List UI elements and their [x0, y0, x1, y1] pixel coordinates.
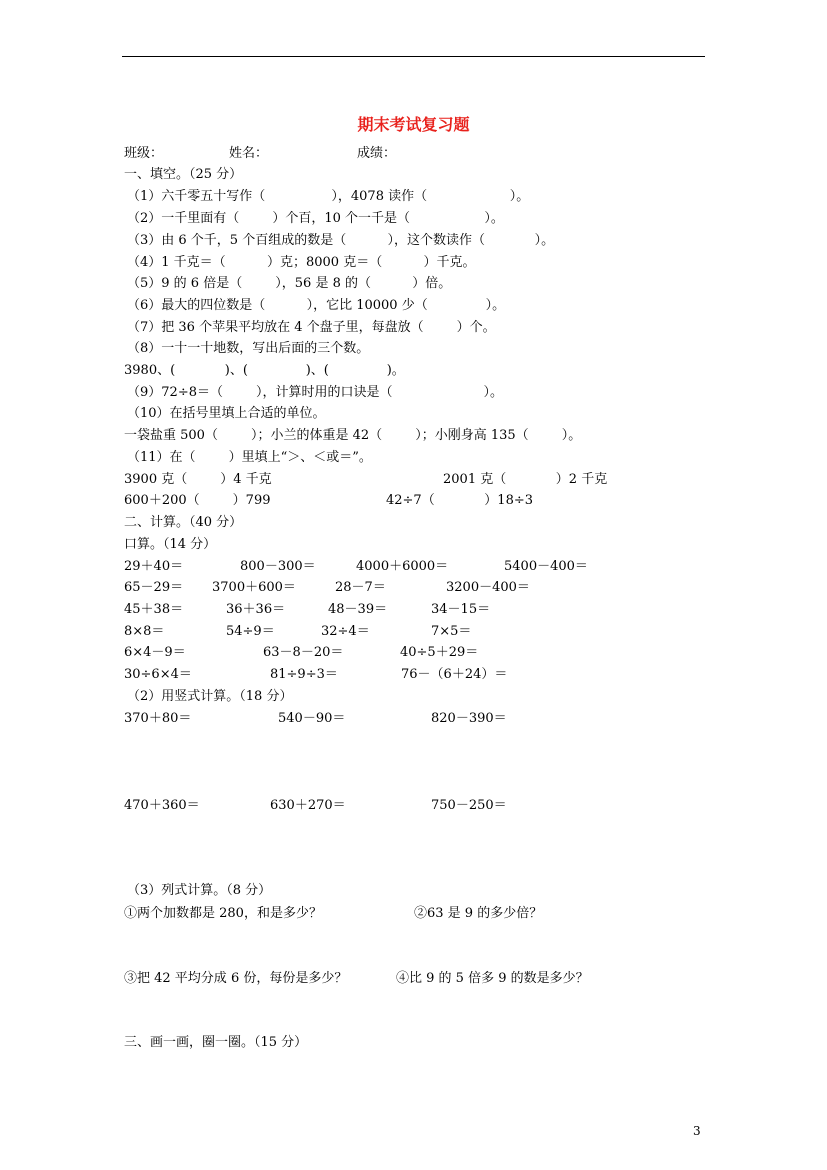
oral-item: 54÷9＝	[226, 624, 275, 639]
question-10: （10）在括号里填上合适的单位。	[127, 406, 326, 421]
name-label: 姓名：	[229, 146, 269, 161]
question-3: （3）由 6 个千，5 个百组成的数是（ ），这个数读作（ ）。	[127, 233, 555, 248]
oral-item: 800－300＝	[240, 559, 316, 574]
oral-item: 30÷6×4＝	[124, 667, 192, 682]
compare-1: 3900 克（ ）4 千克	[124, 472, 272, 487]
page-title: 期末考试复习题	[357, 115, 470, 134]
word-problem-2: ②63 是 9 的多少倍？	[414, 906, 543, 921]
page-number: 3	[693, 1124, 701, 1138]
oral-item: 32÷4＝	[321, 624, 370, 639]
question-11: （11）在（ ）里填上“＞、＜或＝”。	[127, 450, 372, 465]
oral-item: 76－（6＋24）＝	[401, 667, 508, 682]
oral-item: 8×8＝	[124, 624, 165, 639]
oral-item: 40÷5＋29＝	[400, 645, 479, 660]
oral-item: 81÷9÷3＝	[270, 667, 338, 682]
oral-item: 28－7＝	[335, 580, 386, 595]
word-problem-4: ④比 9 的 5 倍多 9 的数是多少？	[396, 971, 589, 986]
oral-item: 63－8－20＝	[263, 645, 344, 660]
oral-item: 65－29＝	[124, 580, 184, 595]
oral-item: 45＋38＝	[124, 602, 184, 617]
question-5: （5）9 的 6 倍是（ ），56 是 8 的（ ）倍。	[127, 276, 452, 291]
oral-item: 4000＋6000＝	[356, 559, 449, 574]
header-rule	[122, 56, 705, 57]
class-label: 班级：	[124, 146, 164, 161]
vertical-item: 370＋80＝	[124, 711, 192, 726]
section1-heading: 一、填空。（25 分）	[124, 167, 243, 182]
section3-heading: 三、画一画，圈一圈。（15 分）	[124, 1035, 308, 1050]
vertical-item: 750－250＝	[431, 798, 507, 813]
oral-item: 29＋40＝	[124, 559, 184, 574]
question-7: （7）把 36 个苹果平均放在 4 个盘子里，每盘放（ ）个。	[127, 320, 496, 335]
word-problem-1: ①两个加数都是 280，和是多少？	[124, 906, 322, 921]
vertical-item: 470＋360＝	[124, 798, 200, 813]
section2-heading: 二、计算。（40 分）	[124, 515, 243, 530]
vertical-item: 540－90＝	[278, 711, 346, 726]
compare-4: 42÷7（ ）18÷3	[386, 493, 533, 508]
question-1: （1）六千零五十写作（ ），4078 读作（ ）。	[127, 189, 530, 204]
vertical-item: 820－390＝	[431, 711, 507, 726]
oral-item: 3200－400＝	[446, 580, 530, 595]
vertical-heading: （2）用竖式计算。（18 分）	[127, 689, 293, 704]
oral-heading: 口算。（14 分）	[124, 537, 217, 552]
oral-item: 5400－400＝	[504, 559, 588, 574]
question-2: （2）一千里面有（ ）个百，10 个一千是（ ）。	[127, 211, 504, 226]
question-4: （4）1 千克＝（ ）克；8000 克＝（ ）千克。	[127, 255, 476, 270]
question-6: （6）最大的四位数是（ ），它比 10000 少（ ）。	[127, 298, 506, 313]
compare-2: 2001 克（ ）2 千克	[443, 472, 608, 487]
oral-item: 3700＋600＝	[212, 580, 296, 595]
question-10-items: 一袋盐重 500（ ）；小兰的体重是 42（ ）；小刚身高 135（ ）。	[124, 428, 582, 443]
vertical-item: 630＋270＝	[270, 798, 346, 813]
oral-item: 34－15＝	[431, 602, 491, 617]
list-heading: （3）列式计算。（8 分）	[127, 883, 272, 898]
compare-3: 600＋200（ ）799	[124, 493, 271, 508]
oral-item: 36＋36＝	[226, 602, 286, 617]
oral-item: 7×5＝	[431, 624, 472, 639]
score-label: 成绩：	[357, 146, 397, 161]
question-9: （9）72÷8＝（ ），计算时用的口诀是（ ）。	[127, 385, 503, 400]
question-8-blanks: 3980、( )、( )、( )。	[124, 363, 405, 378]
word-problem-3: ③把 42 平均分成 6 份，每份是多少？	[124, 971, 348, 986]
oral-item: 48－39＝	[328, 602, 388, 617]
oral-item: 6×4－9＝	[124, 645, 186, 660]
question-8: （8）一十一十地数，写出后面的三个数。	[127, 341, 370, 356]
